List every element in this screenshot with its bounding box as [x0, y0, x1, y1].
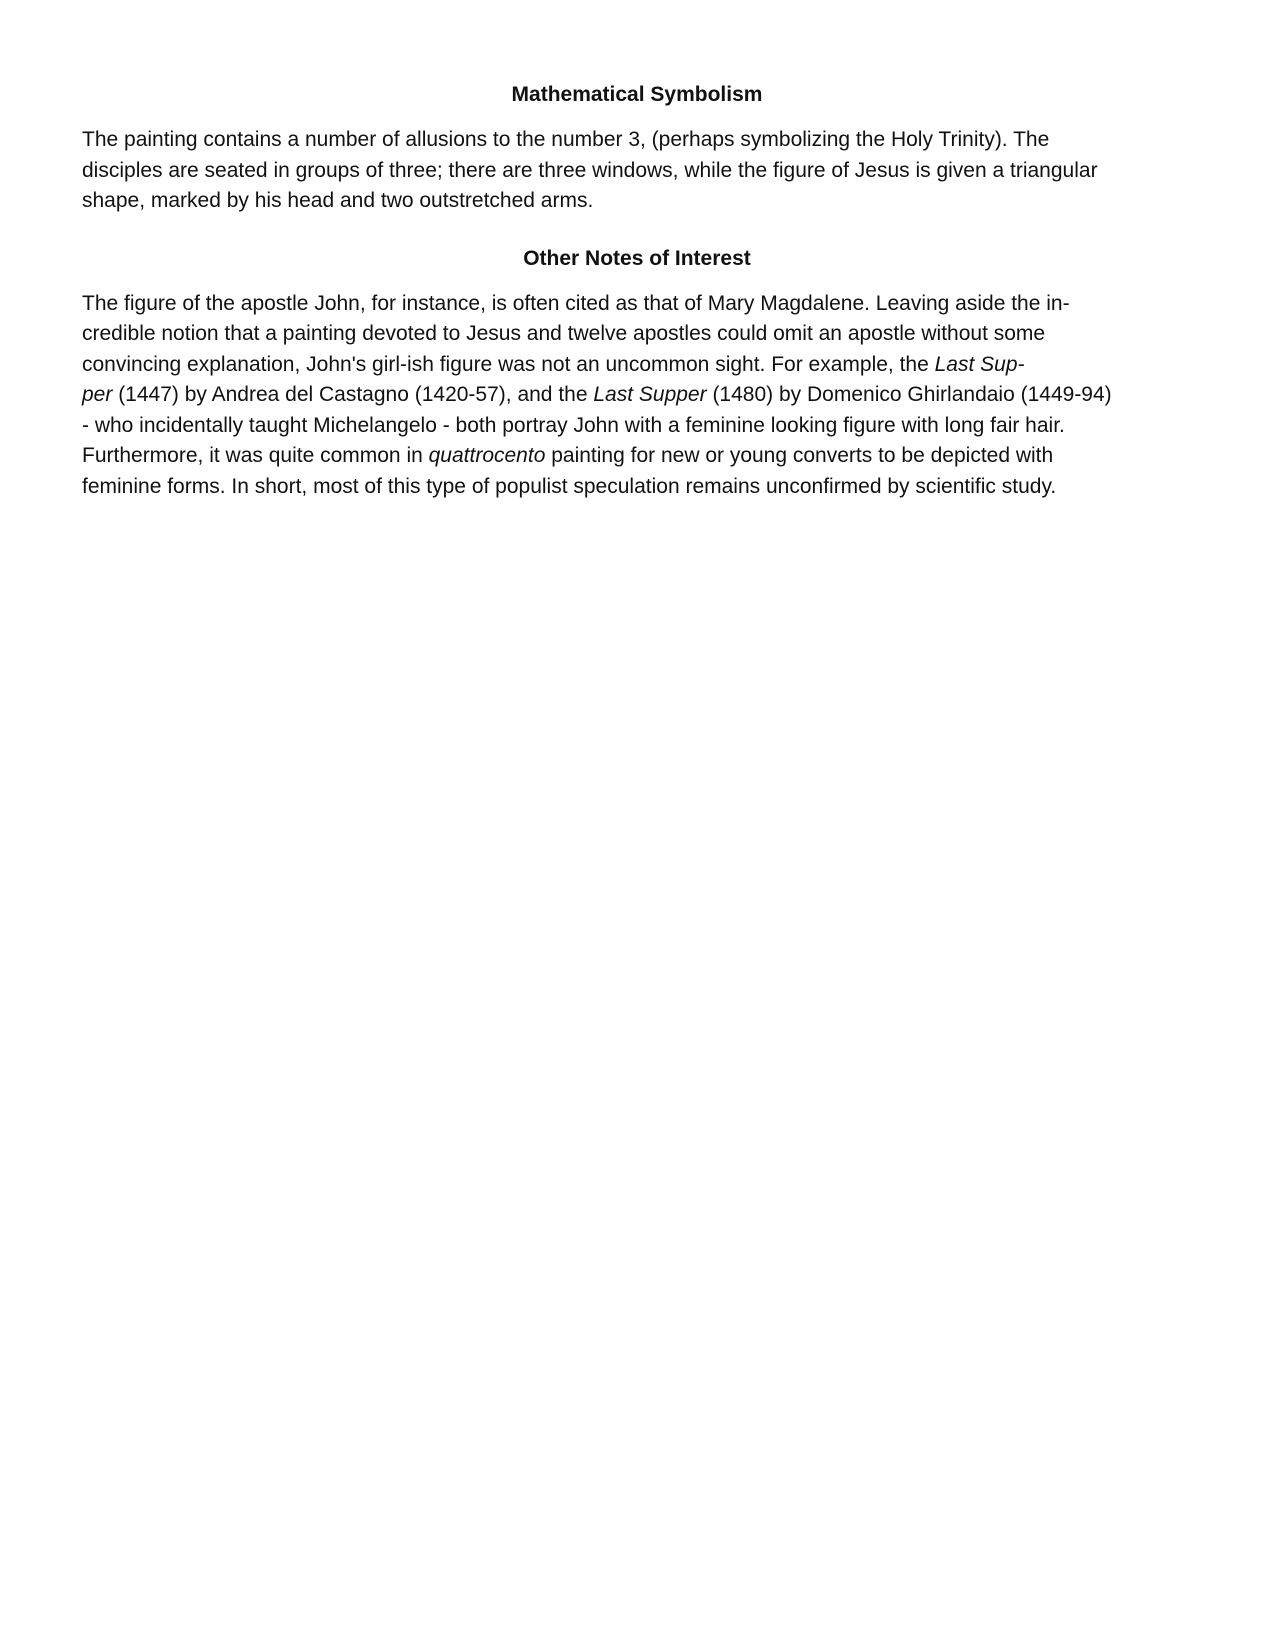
- paragraph-line: [82, 350, 1192, 381]
- italic-title-run: Last Supper: [593, 383, 707, 406]
- paragraph-line: The painting contains a number of allusions to the number 3, (perhaps symbolizing the Holy Trinity). The: [82, 128, 1050, 151]
- text-run: (1447) by Andrea del Castagno (1420-57), and the: [112, 383, 594, 406]
- paragraph-line: feminine forms. In short, most of this type of populist speculation remains unconfirmed by scientific study.: [82, 474, 1057, 498]
- paragraph-line: shape, marked by his head and two outstretched arms.: [82, 189, 594, 212]
- document-content: [82, 80, 1192, 502]
- paragraph-line: [82, 380, 1192, 411]
- italic-title-run: Last Sup-: [934, 352, 1025, 376]
- section-heading-mathematical-symbolism: Mathematical Symbolism: [511, 83, 763, 106]
- text-run: Furthermore, it was quite common in: [82, 444, 429, 467]
- paragraph-line: credible notion that a painting devoted to Jesus and twelve apostles could omit an apostle without some: [82, 322, 1046, 345]
- paragraph-mathematical-symbolism: [82, 125, 1192, 217]
- paragraph-line: The figure of the apostle John, for instance, is often cited as that of Mary Magdalene. Leaving aside the in-: [82, 291, 1070, 315]
- italic-title-run: per: [82, 383, 113, 406]
- text-run: convincing explanation, John's girl-ish figure was not an uncommon sight. For example, the: [82, 352, 935, 376]
- text-run: (1480) by Domenico Ghirlandaio (1449-94): [706, 383, 1112, 406]
- text-run: painting for new or young converts to be depicted with: [545, 444, 1054, 467]
- paragraph-other-notes: [82, 289, 1192, 503]
- paragraph-line: [82, 441, 1192, 472]
- paragraph-line: disciples are seated in groups of three; there are three windows, while the figure of Jesus is given a triangular: [82, 158, 1098, 182]
- section-heading-other-notes: Other Notes of Interest: [523, 246, 751, 270]
- paragraph-line: - who incidentally taught Michelangelo - both portray John with a feminine looking figure with long fair hair.: [82, 413, 1065, 437]
- italic-term-run: quattrocento: [428, 444, 546, 467]
